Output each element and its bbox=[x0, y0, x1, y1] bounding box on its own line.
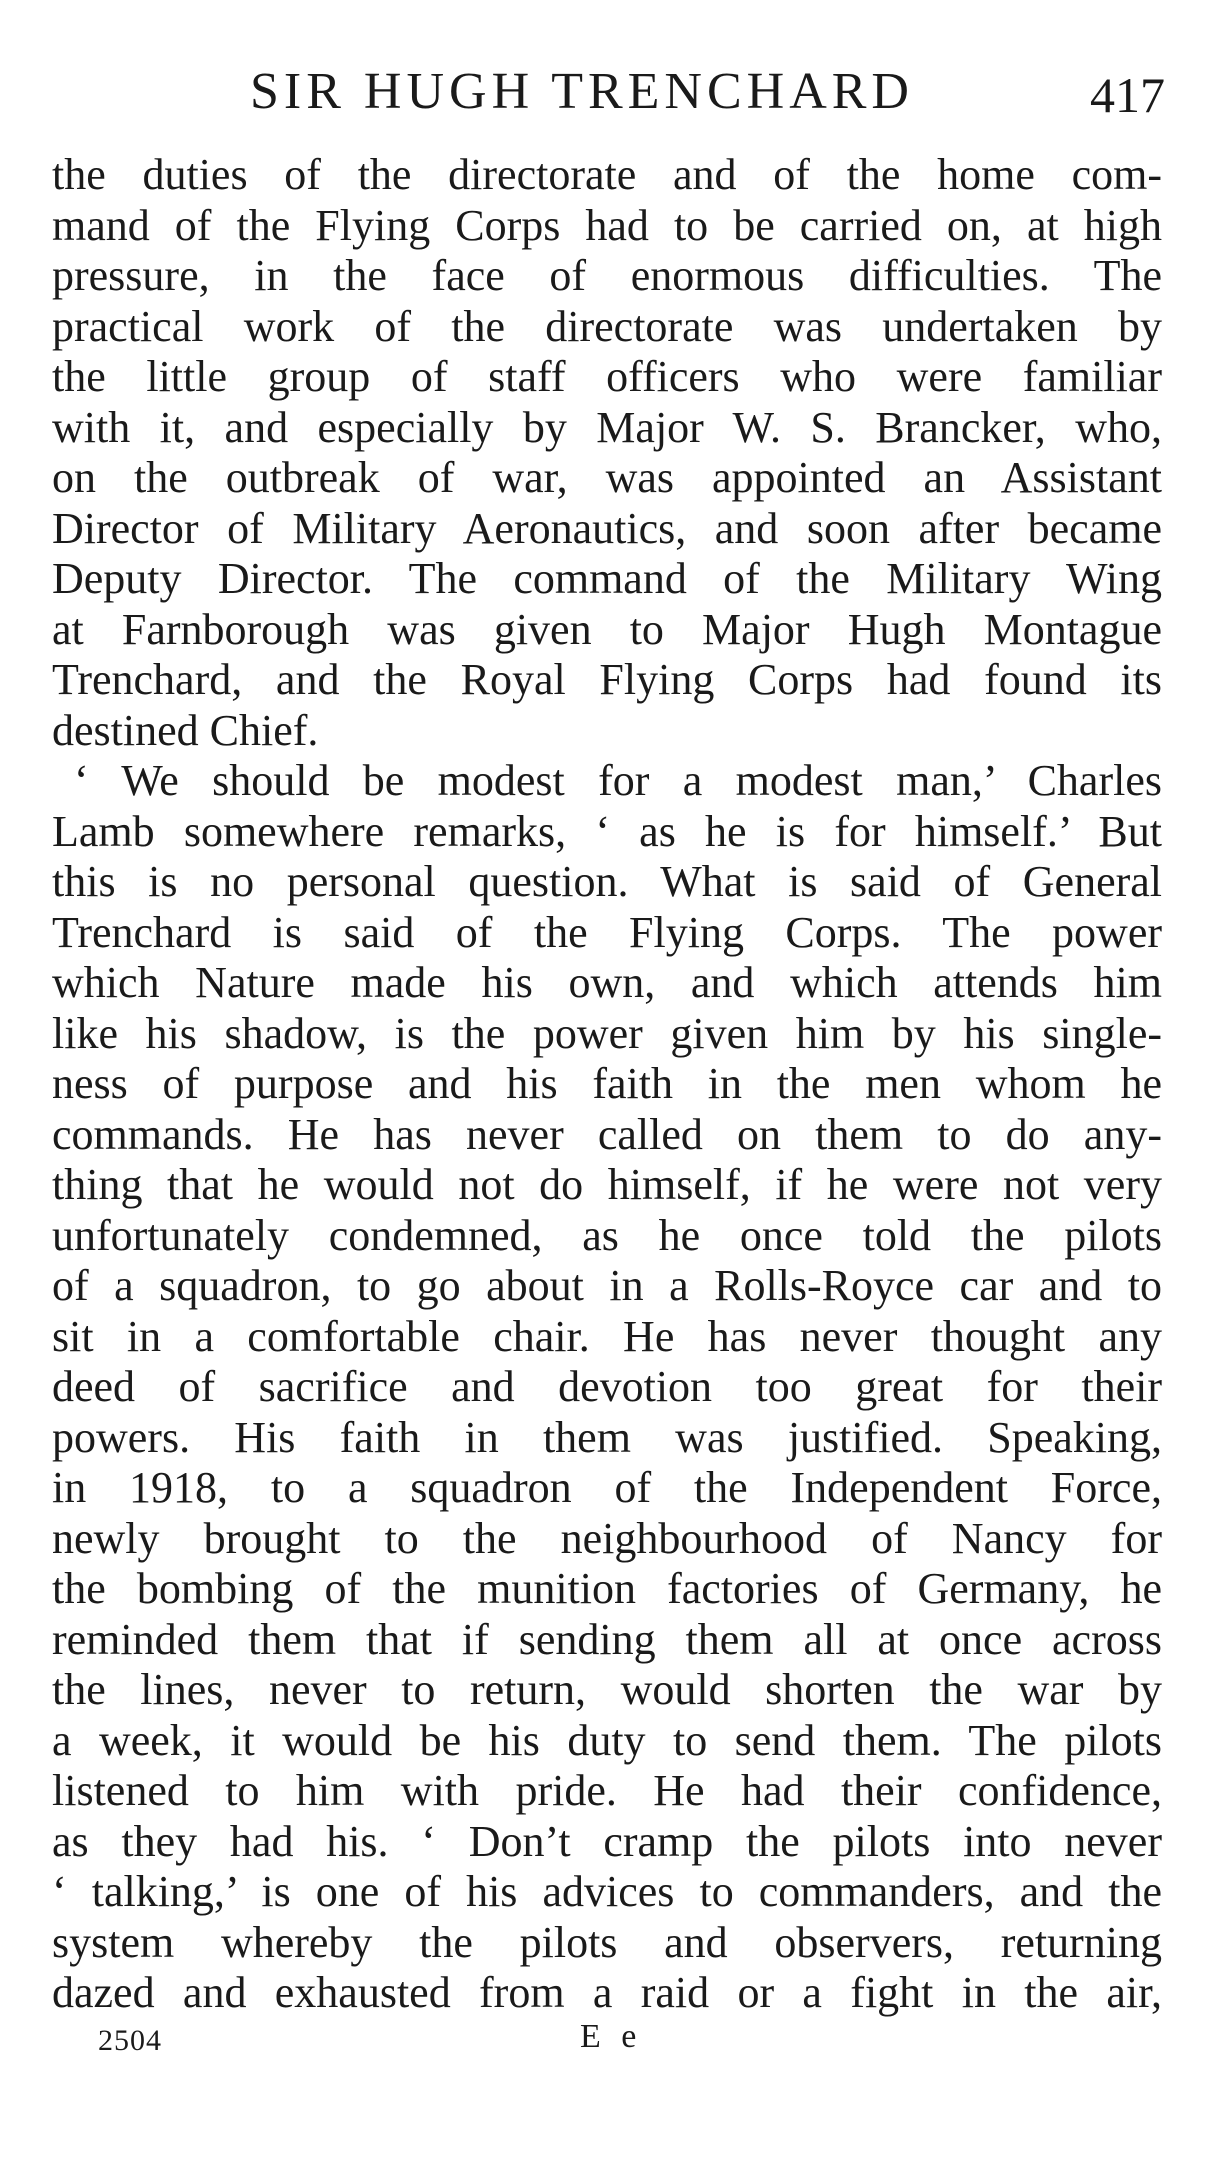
text-line: at Farnborough was given to Major Hugh Montague bbox=[52, 604, 1162, 654]
text-line: the bombing of the munition factories of Germany, he bbox=[52, 1564, 1162, 1613]
text-line: the lines, never to return, would shorten the war by bbox=[52, 1665, 1162, 1714]
text-line: system whereby the pilots and observers, returning bbox=[52, 1917, 1162, 1967]
text-line: unfortunately condemned, as he once told the pilots bbox=[52, 1210, 1162, 1260]
text-line: Trenchard is said of the Flying Corps. The power bbox=[52, 907, 1162, 957]
text-line: like his shadow, is the power given him by his single- bbox=[52, 1008, 1162, 1058]
text-line: in 1918, to a squadron of the Independent Force, bbox=[52, 1463, 1162, 1512]
running-head-title: SIR HUGH TRENCHARD bbox=[250, 63, 914, 120]
text-line: deed of sacrifice and devotion too great for their bbox=[52, 1362, 1162, 1411]
text-line: thing that he would not do himself, if he were not very bbox=[52, 1160, 1162, 1209]
text-line: the little group of staff officers who were familiar bbox=[52, 352, 1162, 401]
text-line: Lamb somewhere remarks, ‘ as he is for himself.’ But bbox=[52, 806, 1162, 856]
text-line: Deputy Director. The command of the Military Wing bbox=[52, 554, 1162, 603]
text-line: with it, and especially by Major W. S. Brancker, who, bbox=[52, 402, 1162, 452]
text-line: ‘ talking,’ is one of his advices to commanders, and the bbox=[52, 1867, 1162, 1916]
printer-signature-number: 2504 bbox=[98, 2024, 162, 2057]
text-line: sit in a comfortable chair. He has never thought any bbox=[52, 1311, 1162, 1361]
text-line: commands. He has never called on them to do any- bbox=[52, 1109, 1162, 1159]
text-line: practical work of the directorate was undertaken by bbox=[52, 301, 1162, 351]
paragraph-end-line: destined Chief. bbox=[52, 705, 319, 755]
text-line: dazed and exhausted from a raid or a fight in the air, bbox=[52, 1968, 1162, 2017]
text-line: Trenchard, and the Royal Flying Corps had found its bbox=[52, 655, 1162, 704]
text-line: on the outbreak of war, was appointed an Assistant bbox=[52, 453, 1162, 502]
text-line: of a squadron, to go about in a Rolls-Royce car and to bbox=[52, 1261, 1162, 1310]
text-line: reminded them that if sending them all at once across bbox=[52, 1614, 1162, 1664]
text-line: the duties of the directorate and of the home com- bbox=[52, 150, 1162, 199]
text-line: ness of purpose and his faith in the men whom he bbox=[52, 1059, 1162, 1108]
text-line: this is no personal question. What is said of General bbox=[52, 857, 1162, 906]
text-line: listened to him with pride. He had their confidence, bbox=[52, 1766, 1162, 1815]
text-line: powers. His faith in them was justified. Speaking, bbox=[52, 1412, 1162, 1462]
paragraph-start-line: ‘ We should be modest for a modest man,’ Charles bbox=[74, 756, 1162, 805]
text-line: as they had his. ‘ Don’t cramp the pilots into never bbox=[52, 1816, 1162, 1866]
gathering-signature-mark: E e bbox=[580, 2018, 643, 2055]
text-line: which Nature made his own, and which attends him bbox=[52, 958, 1162, 1007]
text-line: Director of Military Aeronautics, and soon after became bbox=[52, 503, 1162, 553]
page-number: 417 bbox=[1090, 67, 1165, 123]
text-line: newly brought to the neighbourhood of Nancy for bbox=[52, 1513, 1162, 1563]
text-line: a week, it would be his duty to send them. The pilots bbox=[52, 1715, 1162, 1765]
text-line: pressure, in the face of enormous difficulties. The bbox=[52, 251, 1162, 300]
body-text bbox=[52, 150, 1162, 2019]
text-line: mand of the Flying Corps had to be carried on, at high bbox=[52, 200, 1162, 250]
